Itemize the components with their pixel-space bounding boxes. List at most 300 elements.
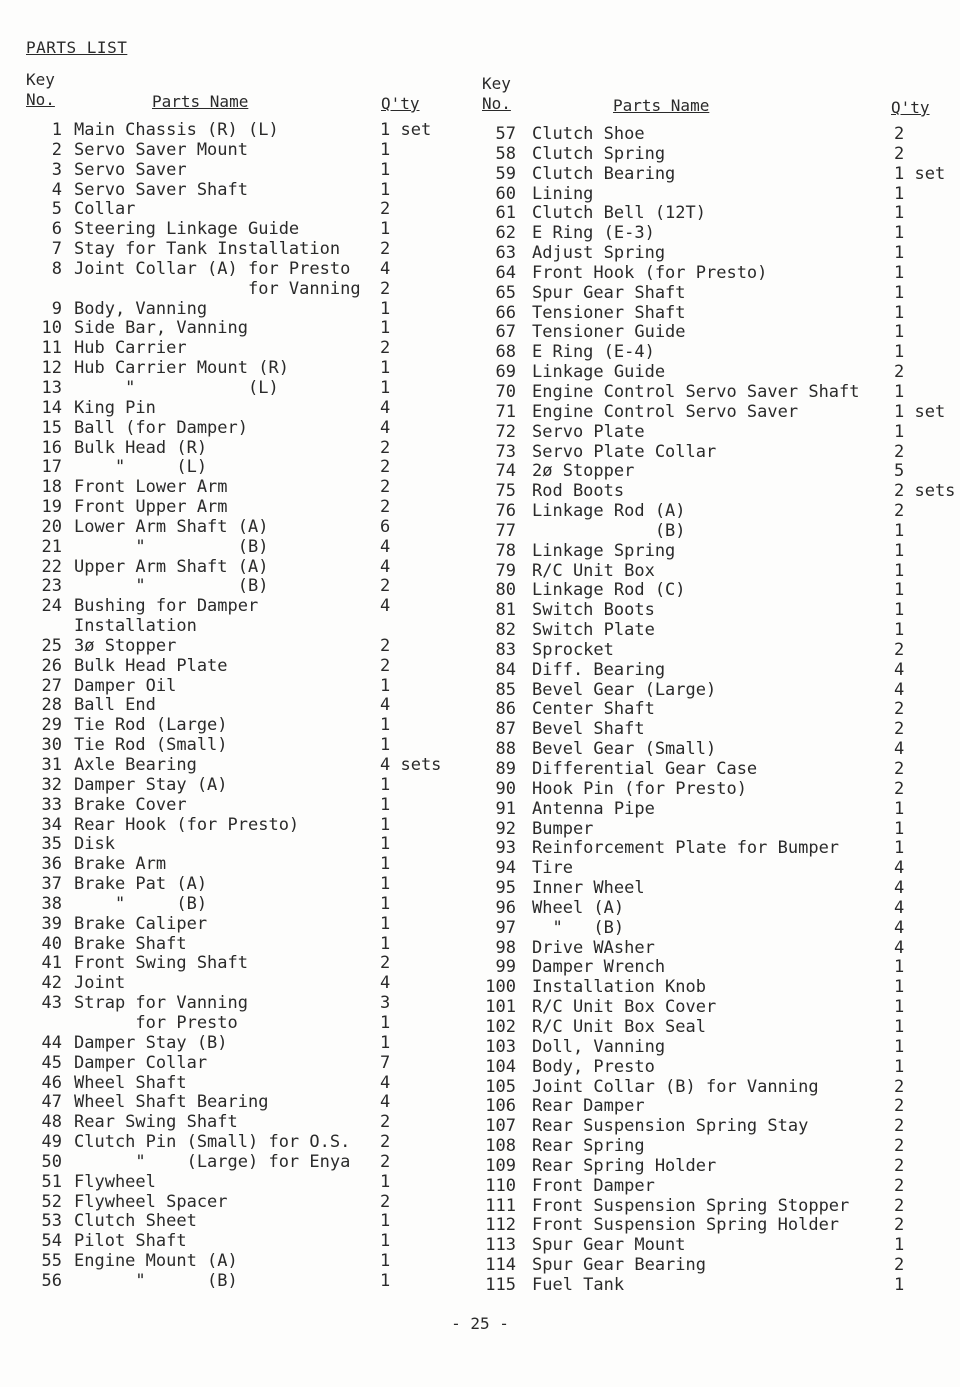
part-name: Bevel Gear (Small) xyxy=(532,739,717,760)
part-quantity: 2 xyxy=(894,1215,905,1236)
part-key-number: 55 xyxy=(41,1251,62,1272)
part-row xyxy=(0,220,480,240)
part-key-number: 82 xyxy=(495,620,516,641)
part-row xyxy=(460,522,960,542)
part-name: Steering Linkage Guide xyxy=(74,219,300,240)
part-key-number: 45 xyxy=(41,1052,62,1073)
part-row xyxy=(460,383,960,403)
part-key-number: 64 xyxy=(495,262,516,283)
part-key-number: 94 xyxy=(495,858,516,879)
part-quantity: 2 xyxy=(380,338,391,359)
part-row xyxy=(460,264,960,284)
part-name: Reinforcement Plate for Bumper xyxy=(532,838,840,859)
part-key-number: 70 xyxy=(495,381,516,402)
part-quantity: 1 xyxy=(380,1032,391,1053)
part-key-number: 81 xyxy=(495,600,516,621)
part-name: Flywheel xyxy=(74,1171,156,1192)
part-name: Stay for Tank Installation xyxy=(74,239,341,260)
part-name: Side Bar, Vanning xyxy=(74,318,248,339)
part-name: Bulk Head (R) xyxy=(74,437,208,458)
part-name: Engine Control Servo Saver xyxy=(532,401,799,422)
part-row xyxy=(0,855,480,875)
part-row xyxy=(0,736,480,756)
part-row xyxy=(0,1153,480,1173)
part-row xyxy=(0,1054,480,1074)
part-row xyxy=(0,1173,480,1193)
part-name: Spur Gear Bearing xyxy=(532,1255,706,1276)
part-key-number: 74 xyxy=(495,461,516,482)
part-row xyxy=(460,919,960,939)
part-key-number: 83 xyxy=(495,639,516,660)
part-quantity: 2 xyxy=(894,1195,905,1216)
part-key-number: 111 xyxy=(485,1195,516,1216)
part-name: Strap for Vanning xyxy=(74,993,248,1014)
part-name: Tire xyxy=(532,858,573,879)
right-name-header: Parts Name xyxy=(613,96,710,115)
part-quantity: 4 xyxy=(894,878,905,899)
part-row xyxy=(460,1117,960,1137)
part-quantity: 4 xyxy=(380,536,391,557)
part-name: Hub Carrier Mount (R) xyxy=(74,358,289,379)
part-quantity: 4 xyxy=(894,858,905,879)
part-row xyxy=(0,379,480,399)
part-name: Tensioner Guide xyxy=(532,322,686,343)
part-key-number: 56 xyxy=(41,1270,62,1291)
part-key-number: 79 xyxy=(495,560,516,581)
part-quantity: 2 xyxy=(894,501,905,522)
part-row xyxy=(0,1232,480,1252)
part-row xyxy=(0,1014,480,1034)
part-quantity: 1 xyxy=(894,620,905,641)
part-quantity: 2 xyxy=(894,639,905,660)
part-name: Linkage Spring xyxy=(532,540,676,561)
part-quantity: 1 xyxy=(380,1012,391,1033)
part-quantity: 1 xyxy=(380,774,391,795)
part-name: Lining xyxy=(532,183,594,204)
part-name: Bumper xyxy=(532,818,594,839)
part-quantity: 1 set xyxy=(380,120,432,140)
part-quantity: 1 xyxy=(894,1235,905,1256)
part-name: 3ø Stopper xyxy=(74,635,177,656)
part-quantity: 1 xyxy=(894,282,905,303)
part-quantity: 1 xyxy=(894,540,905,561)
part-row xyxy=(460,1038,960,1058)
part-key-number: 78 xyxy=(495,540,516,561)
part-quantity: 1 xyxy=(380,1171,391,1192)
part-name: Front Hook (for Presto) xyxy=(532,262,768,283)
left-key-header xyxy=(26,70,55,110)
part-name: Brake Arm xyxy=(74,854,167,875)
part-row xyxy=(0,816,480,836)
part-row xyxy=(0,339,480,359)
part-name: Damper Collar xyxy=(74,1052,208,1073)
part-quantity: 1 xyxy=(380,834,391,855)
part-quantity: 1 xyxy=(894,580,905,601)
part-quantity: 2 xyxy=(380,497,391,518)
part-name: Hub Carrier xyxy=(74,338,187,359)
page-title: PARTS LIST xyxy=(26,38,128,57)
part-row xyxy=(0,1252,480,1272)
part-row xyxy=(0,994,480,1014)
part-key-number: 59 xyxy=(495,163,516,184)
part-key-number: 100 xyxy=(485,977,516,998)
part-name: Ball End xyxy=(74,695,156,716)
part-key-number: 47 xyxy=(41,1092,62,1113)
part-row xyxy=(460,1078,960,1098)
part-quantity: 1 xyxy=(380,715,391,736)
part-quantity: 1 xyxy=(894,342,905,363)
part-quantity: 2 xyxy=(380,437,391,458)
part-key-number: 60 xyxy=(495,183,516,204)
part-row xyxy=(460,1216,960,1236)
part-row xyxy=(0,558,480,578)
part-row xyxy=(0,518,480,538)
part-name: Doll, Vanning xyxy=(532,1036,666,1057)
part-row xyxy=(0,1133,480,1153)
right-qty-header: Q'ty xyxy=(891,98,930,117)
part-row xyxy=(460,1058,960,1078)
part-row xyxy=(0,1074,480,1094)
part-key-number: 10 xyxy=(41,318,62,339)
part-name: King Pin xyxy=(74,397,156,418)
part-name: Antenna Pipe xyxy=(532,798,655,819)
part-key-number: 35 xyxy=(41,834,62,855)
part-name: Collar xyxy=(74,199,136,220)
part-key-number: 69 xyxy=(495,362,516,383)
part-quantity: 1 xyxy=(894,243,905,264)
part-quantity: 4 xyxy=(380,417,391,438)
part-key-number: 30 xyxy=(41,735,62,756)
right-parts-list xyxy=(460,125,960,1296)
part-row xyxy=(460,1157,960,1177)
part-row xyxy=(460,323,960,343)
part-name: Installation Knob xyxy=(532,977,706,998)
part-row xyxy=(460,1097,960,1117)
part-row xyxy=(460,820,960,840)
part-row xyxy=(0,597,480,617)
part-quantity: 4 sets xyxy=(380,755,442,775)
part-quantity: 2 xyxy=(894,1155,905,1176)
part-row xyxy=(460,145,960,165)
part-row xyxy=(460,224,960,244)
right-key-header xyxy=(482,74,511,114)
part-quantity: 1 xyxy=(380,139,391,160)
part-key-number: 98 xyxy=(495,937,516,958)
part-key-number: 75 xyxy=(495,481,516,502)
part-name: Drive WAsher xyxy=(532,937,655,958)
part-name: Bushing for Damper xyxy=(74,596,259,617)
part-key-number: 99 xyxy=(495,957,516,978)
part-row xyxy=(0,776,480,796)
part-row xyxy=(0,439,480,459)
part-name: Front Damper xyxy=(532,1175,655,1196)
part-quantity: 1 xyxy=(894,421,905,442)
part-key-number: 57 xyxy=(495,124,516,144)
part-row xyxy=(460,621,960,641)
part-name: Rear Damper xyxy=(532,1096,645,1117)
part-name: Servo Saver xyxy=(74,159,187,180)
part-name: Adjust Spring xyxy=(532,243,666,264)
part-name: Fuel Tank xyxy=(532,1274,625,1295)
part-name: Linkage Guide xyxy=(532,362,666,383)
part-key-number: 66 xyxy=(495,302,516,323)
part-row xyxy=(0,974,480,994)
part-quantity: 1 xyxy=(894,381,905,402)
part-key-number: 31 xyxy=(41,755,62,775)
part-key-number: 105 xyxy=(485,1076,516,1097)
part-quantity: 4 xyxy=(894,679,905,700)
part-key-number: 62 xyxy=(495,223,516,244)
part-quantity: 4 xyxy=(894,917,905,938)
part-name: Rear Swing Shaft xyxy=(74,1112,238,1133)
part-name: Tie Rod (Small) xyxy=(74,735,228,756)
part-key-number: 36 xyxy=(41,854,62,875)
part-key-number: 95 xyxy=(495,878,516,899)
part-key-number: 4 xyxy=(51,179,62,200)
part-key-number: 5 xyxy=(51,199,62,220)
part-key-number: 27 xyxy=(41,675,62,696)
part-quantity: 2 xyxy=(894,1175,905,1196)
part-key-number: 52 xyxy=(41,1191,62,1212)
part-key-number: 1 xyxy=(51,120,62,140)
part-name: Bulk Head Plate xyxy=(74,655,228,676)
part-name: for Vanning xyxy=(74,278,361,299)
part-key-number: 42 xyxy=(41,973,62,994)
part-name: R/C Unit Box Seal xyxy=(532,1016,706,1037)
part-key-number: 93 xyxy=(495,838,516,859)
part-quantity: 2 xyxy=(894,1136,905,1157)
part-row xyxy=(0,300,480,320)
part-row xyxy=(0,538,480,558)
part-key-number: 71 xyxy=(495,401,516,422)
page-number: - 25 - xyxy=(451,1314,509,1333)
part-key-number: 18 xyxy=(41,477,62,498)
part-row xyxy=(0,677,480,697)
part-name: Servo Plate Collar xyxy=(532,441,717,462)
part-key-number: 15 xyxy=(41,417,62,438)
part-key-number: 51 xyxy=(41,1171,62,1192)
part-key-number: 96 xyxy=(495,897,516,918)
part-name: Front Swing Shaft xyxy=(74,953,248,974)
part-quantity: 1 xyxy=(894,1056,905,1077)
part-quantity: 4 xyxy=(894,937,905,958)
part-quantity: 1 xyxy=(894,977,905,998)
part-key-number: 2 xyxy=(51,139,62,160)
part-name: " (L) xyxy=(74,457,208,478)
part-quantity: 2 xyxy=(380,1112,391,1133)
part-quantity: 2 xyxy=(380,199,391,220)
part-quantity: 2 xyxy=(894,1096,905,1117)
part-key-number: 25 xyxy=(41,635,62,656)
part-row xyxy=(460,1137,960,1157)
part-quantity: 1 xyxy=(380,854,391,875)
part-key-number: 90 xyxy=(495,778,516,799)
part-name: Upper Arm Shaft (A) xyxy=(74,556,269,577)
part-quantity: 1 xyxy=(380,893,391,914)
part-row xyxy=(460,363,960,383)
part-name: Body, Presto xyxy=(532,1056,655,1077)
part-key-number: 113 xyxy=(485,1235,516,1256)
part-quantity: 4 xyxy=(380,556,391,577)
part-key-number: 107 xyxy=(485,1116,516,1137)
part-row xyxy=(460,998,960,1018)
part-row xyxy=(0,121,480,141)
part-row xyxy=(0,458,480,478)
part-quantity: 1 xyxy=(894,302,905,323)
part-key-number: 41 xyxy=(41,953,62,974)
part-row xyxy=(0,1093,480,1113)
key-header-line1: Key xyxy=(482,74,511,93)
part-quantity: 1 xyxy=(380,735,391,756)
part-row xyxy=(460,562,960,582)
part-key-number: 112 xyxy=(485,1215,516,1236)
part-name: Damper Stay (B) xyxy=(74,1032,228,1053)
part-key-number: 104 xyxy=(485,1056,516,1077)
part-row xyxy=(460,204,960,224)
part-key-number: 61 xyxy=(495,203,516,224)
part-key-number: 89 xyxy=(495,759,516,779)
part-quantity: 2 xyxy=(894,1076,905,1097)
part-quantity: 1 xyxy=(380,1231,391,1252)
key-header-line2: No. xyxy=(482,94,511,113)
part-key-number: 68 xyxy=(495,342,516,363)
part-row xyxy=(460,800,960,820)
part-key-number: 38 xyxy=(41,893,62,914)
part-quantity: 4 xyxy=(894,739,905,760)
part-quantity: 2 xyxy=(380,457,391,478)
part-row xyxy=(0,1272,480,1292)
part-key-number: 11 xyxy=(41,338,62,359)
part-key-number: 14 xyxy=(41,397,62,418)
part-row xyxy=(460,482,960,502)
part-name: Brake Caliper xyxy=(74,913,208,934)
part-key-number: 108 xyxy=(485,1136,516,1157)
part-key-number: 26 xyxy=(41,655,62,676)
part-name: 2ø Stopper xyxy=(532,461,635,482)
part-name: Body, Vanning xyxy=(74,298,208,319)
part-name: Front Suspension Spring Holder xyxy=(532,1215,840,1236)
part-name: Diff. Bearing xyxy=(532,659,666,680)
part-quantity: 1 xyxy=(380,179,391,200)
part-name: Engine Mount (A) xyxy=(74,1251,238,1272)
part-name: Servo Saver Shaft xyxy=(74,179,248,200)
part-quantity: 2 xyxy=(894,1255,905,1276)
part-quantity: 1 xyxy=(894,997,905,1018)
part-quantity: 2 xyxy=(380,477,391,498)
part-key-number: 91 xyxy=(495,798,516,819)
part-name: Linkage Rod (C) xyxy=(532,580,686,601)
part-key-number: 80 xyxy=(495,580,516,601)
part-quantity: 2 xyxy=(380,239,391,260)
part-key-number: 49 xyxy=(41,1132,62,1153)
part-row xyxy=(0,1212,480,1232)
part-quantity: 1 xyxy=(894,520,905,541)
part-key-number: 44 xyxy=(41,1032,62,1053)
left-qty-header: Q'ty xyxy=(381,94,420,113)
part-row xyxy=(460,1256,960,1276)
part-name: Servo Plate xyxy=(532,421,645,442)
part-name: Clutch Shoe xyxy=(532,124,645,144)
part-quantity: 2 xyxy=(894,699,905,720)
part-name: Tensioner Shaft xyxy=(532,302,686,323)
part-quantity: 2 xyxy=(380,576,391,597)
part-name: Pilot Shaft xyxy=(74,1231,187,1252)
part-key-number: 63 xyxy=(495,243,516,264)
part-row xyxy=(0,280,480,300)
part-name: " (Large) for Enya xyxy=(74,1151,351,1172)
part-name: Brake Pat (A) xyxy=(74,874,208,895)
part-quantity: 3 xyxy=(380,993,391,1014)
part-name: E Ring (E-4) xyxy=(532,342,655,363)
part-quantity: 2 xyxy=(894,143,905,164)
part-key-number: 21 xyxy=(41,536,62,557)
part-quantity: 1 xyxy=(894,957,905,978)
part-key-number: 88 xyxy=(495,739,516,760)
part-key-number: 54 xyxy=(41,1231,62,1252)
part-row xyxy=(0,657,480,677)
part-name: Brake Shaft xyxy=(74,933,187,954)
part-key-number: 28 xyxy=(41,695,62,716)
part-row xyxy=(460,939,960,959)
part-row xyxy=(0,915,480,935)
part-key-number: 24 xyxy=(41,596,62,617)
part-quantity: 2 xyxy=(380,1132,391,1153)
part-quantity: 1 xyxy=(894,1274,905,1295)
part-row xyxy=(460,839,960,859)
part-name: Tie Rod (Large) xyxy=(74,715,228,736)
part-name: Ball (for Damper) xyxy=(74,417,248,438)
part-key-number: 102 xyxy=(485,1016,516,1037)
part-row xyxy=(460,284,960,304)
part-row xyxy=(460,879,960,899)
part-key-number: 48 xyxy=(41,1112,62,1133)
part-row xyxy=(460,859,960,879)
part-key-number: 77 xyxy=(495,520,516,541)
part-name: Rear Hook (for Presto) xyxy=(74,814,300,835)
part-quantity: 2 xyxy=(380,953,391,974)
part-quantity: 6 xyxy=(380,516,391,537)
part-key-number: 84 xyxy=(495,659,516,680)
part-name: Disk xyxy=(74,834,115,855)
part-row xyxy=(0,637,480,657)
part-key-number: 33 xyxy=(41,794,62,815)
part-quantity: 4 xyxy=(380,596,391,617)
part-row xyxy=(0,617,480,637)
part-name: (B) xyxy=(532,520,686,541)
part-row xyxy=(0,359,480,379)
part-name: Front Upper Arm xyxy=(74,497,228,518)
part-row xyxy=(460,760,960,780)
part-row xyxy=(0,756,480,776)
part-name: Bevel Gear (Large) xyxy=(532,679,717,700)
part-quantity: 4 xyxy=(894,897,905,918)
part-row xyxy=(0,161,480,181)
part-row xyxy=(460,780,960,800)
part-name: Differential Gear Case xyxy=(532,759,758,779)
part-row xyxy=(460,125,960,145)
part-row xyxy=(0,716,480,736)
part-quantity: 2 xyxy=(894,778,905,799)
part-name: Bevel Shaft xyxy=(532,719,645,740)
part-name: Flywheel Spacer xyxy=(74,1191,228,1212)
part-quantity: 1 xyxy=(894,838,905,859)
part-name: Axle Bearing xyxy=(74,755,197,775)
part-name: Spur Gear Mount xyxy=(532,1235,686,1256)
part-quantity: 1 xyxy=(380,318,391,339)
part-key-number: 37 xyxy=(41,874,62,895)
part-name: R/C Unit Box Cover xyxy=(532,997,717,1018)
part-name: " (L) xyxy=(74,377,279,398)
